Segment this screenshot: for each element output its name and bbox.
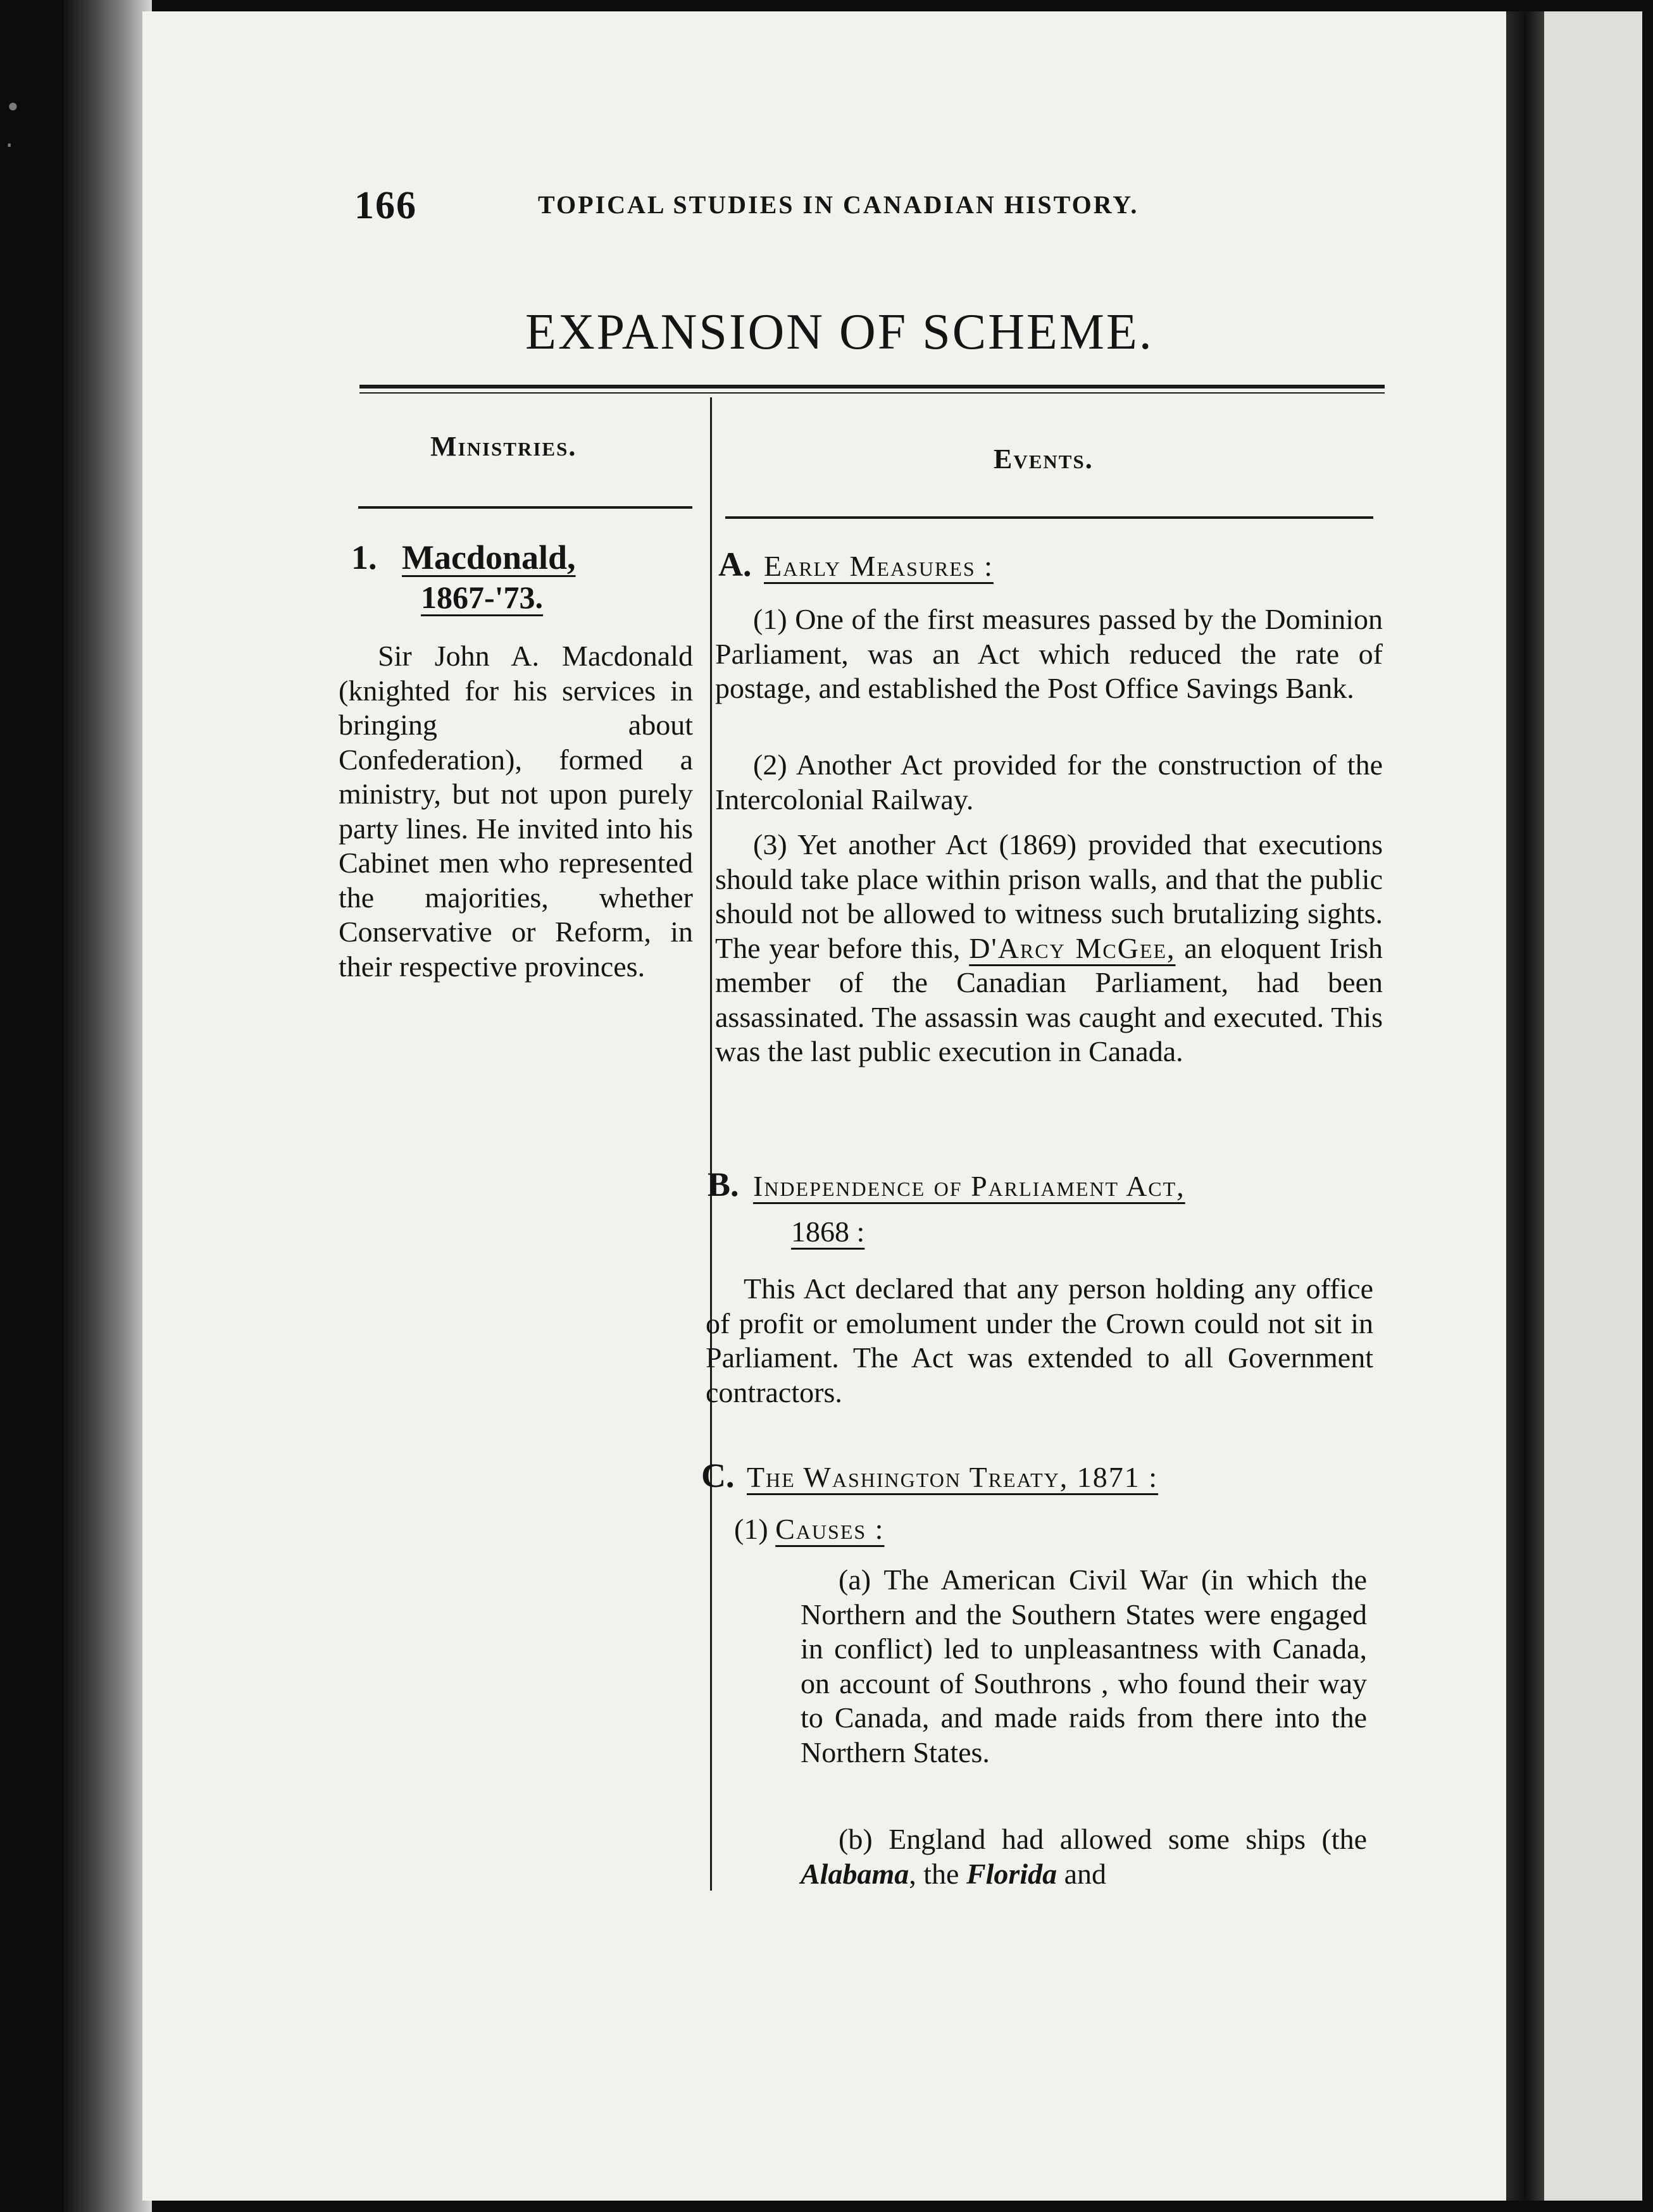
spine-shadow — [1506, 11, 1544, 2201]
cause-b-end: and — [1064, 1857, 1107, 1890]
events-header: Events. — [994, 444, 1094, 475]
section-a-p3-after: an eloquent Irish member of the Canadian Parliament, had been assassinated. The assassin was caught and executed. This was the last public execution in Canada. — [715, 931, 1383, 1067]
section-a-p3-before: (3) Yet another Act (1869) provided that executions should take place within prison walls, and that the public should not be allowed to witness such brutalizing sights. The year before this, — [715, 828, 1383, 964]
section-c-heading — [701, 1458, 1372, 1495]
cause-b-mid: , the — [909, 1857, 959, 1890]
section-b-heading — [708, 1167, 1378, 1204]
section-a-heading — [718, 547, 1383, 584]
header-rule-right — [725, 516, 1373, 519]
ministry-number: 1. — [351, 538, 377, 576]
ministry-heading — [351, 538, 680, 577]
darcy-mcgee-name: D'Arcy McGee, — [969, 931, 1176, 964]
ministry-years: 1867-'73. — [421, 580, 544, 615]
section-a-letter: A. — [718, 545, 752, 583]
causes-number: (1) — [734, 1513, 768, 1545]
ministry-description: Sir John A. Macdonald (knighted for his services in bringing about Confederation), formed a ministry, but not upon purely party lines. He invited into his Cabinet men who represented the majorities, whether Conservative or Reform, in their respective provinces. — [339, 640, 693, 983]
header-rule-left — [358, 506, 692, 509]
section-b-title: Independence of Parliament Act, — [753, 1170, 1185, 1202]
section-title: EXPANSION OF SCHEME. — [525, 304, 1154, 360]
column-divider — [710, 397, 712, 1891]
cause-b-start: (b) England had allowed some ships (the — [839, 1823, 1367, 1855]
section-b-paragraph: This Act declared that any person holding any office of profit or emolument under the Crown could not sit in Parliament. The Act was extended to all Government contractors. — [706, 1272, 1373, 1408]
cause-b-paragraph — [801, 1822, 1367, 1891]
section-a-paragraph-2: (2) Another Act provided for the construction of the Intercolonial Railway. — [715, 749, 1383, 816]
section-a-paragraph-3 — [715, 828, 1383, 1069]
section-b-letter: B. — [708, 1165, 739, 1203]
ship-alabama: Alabama — [801, 1857, 909, 1890]
page-edge-shadow — [63, 0, 152, 2212]
section-a-paragraph-1: (1) One of the first measures passed by the Dominion Parliament, was an Act which reduced the rate of postage, and established the Post Office Savings Bank. — [715, 603, 1383, 704]
title-rule — [359, 385, 1385, 388]
margin-marks: • · — [5, 92, 21, 161]
section-c-title: The Washington Treaty, 1871 : — [747, 1461, 1159, 1493]
page-number: 166 — [354, 184, 417, 227]
running-title: TOPICAL STUDIES IN CANADIAN HISTORY. — [538, 190, 1139, 219]
section-a-title: Early Measures : — [764, 550, 994, 582]
causes-label: Causes : — [775, 1513, 885, 1545]
section-c-letter: C. — [701, 1457, 735, 1494]
ministries-header: Ministries. — [430, 431, 577, 462]
title-rule-thin — [359, 392, 1385, 394]
cause-a-paragraph: (a) The American Civil War (in which the Northern and the Southern States were engaged in conflict) led to unpleasantness with Canada, on account of Southrons , who found their way to Canada, and made raids from there into the Northern States. — [801, 1563, 1367, 1768]
causes-heading — [734, 1512, 884, 1547]
running-head — [354, 183, 1430, 228]
ship-florida: Florida — [966, 1857, 1057, 1890]
section-b-year: 1868 : — [791, 1215, 865, 1248]
ministry-name: Macdonald, — [402, 538, 576, 576]
